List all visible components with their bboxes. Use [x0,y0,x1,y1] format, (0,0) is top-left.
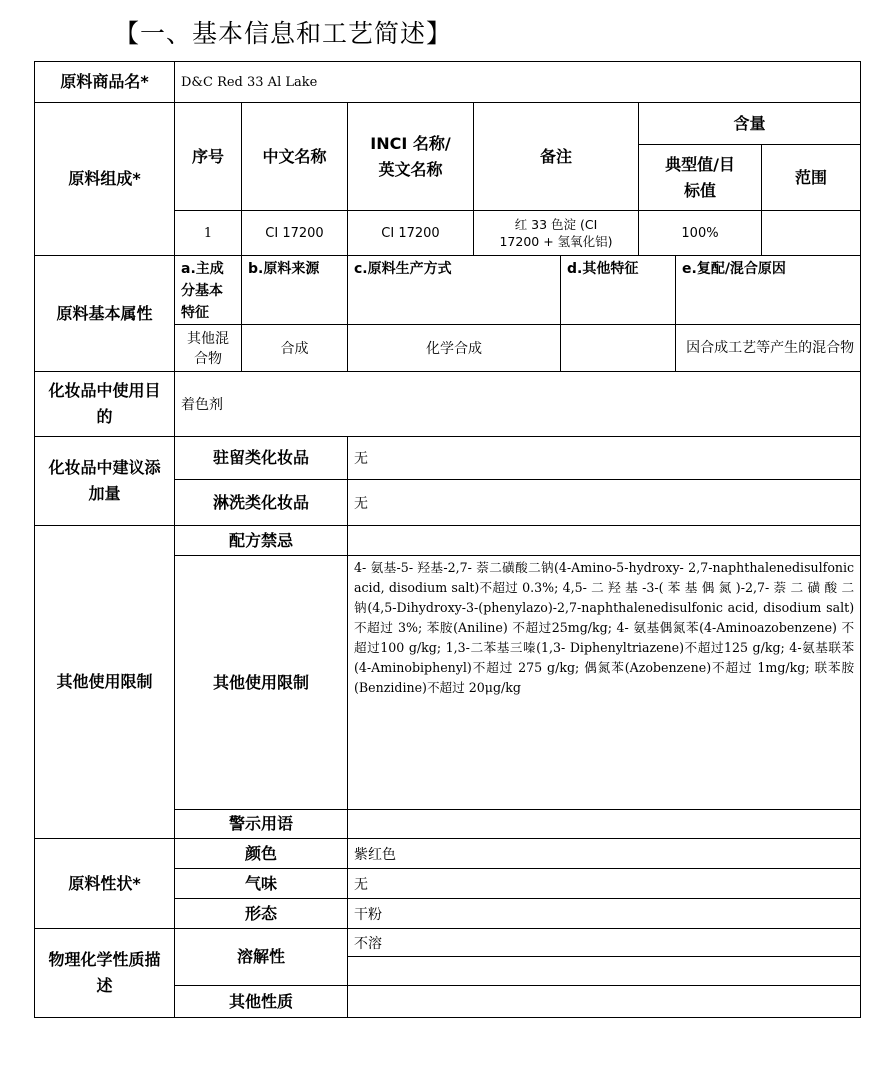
warning-value [348,810,861,839]
other-restrictions-value: 4- 氨基-5- 羟基-2,7- 萘二磺酸二钠(4-Amino-5-hydroxy- 2,7-naphthalenedisulfonic acid, disodium salt)不超过 0.3%; 4,5- 二 羟 基 -3-( 苯 基 偶 氮 )-2,7- 萘 二 磺 酸 二 钠(4,5-Dihydroxy-3-(phenylazo)-2,7-naphthalenedisulfonic acid, disodium salt) 不超过 3%; 苯胺(Aniline) 不超过25mg/kg; 4- 氨基偶氮苯(4-Aminoazobenzene) 不超过100 g/kg; 1,3-二苯基三嗪(1,3- Diphenyltriazene)不超过125 g/kg; 4-氨基联苯(4-Aminobiphenyl)不超过 275 g/kg; 偶氮苯(Azobenzene)不超过 1mg/kg; 联苯胺(Benzidine)不超过 20μg/kg [348,556,861,810]
trade-name-label: 原料商品名* [35,62,175,103]
properties-label: 原料性状* [35,839,175,929]
col-content-header: 含量 [639,103,861,145]
leave-on-value: 无 [348,437,861,480]
odor-label: 气味 [175,869,348,899]
attr-a-header: a.主成分基本特征 [175,256,242,325]
solubility-value: 不溶 [348,929,861,957]
formula-taboo-row [35,526,861,556]
comp-cn-name: CI 17200 [242,211,348,256]
leave-on-row [35,437,861,480]
addition-label: 化妆品中建议添加量 [35,437,175,526]
comp-typical: 100% [639,211,762,256]
trade-name-value: D&C Red 33 Al Lake [175,62,861,103]
attr-d-header: d.其他特征 [561,256,676,325]
col-typical-header: 典型值/目 标值 [639,145,762,211]
other-properties-label: 其他性质 [175,986,348,1018]
formula-taboo-value [348,526,861,556]
col-no-header: 序号 [175,103,242,211]
composition-label: 原料组成* [35,103,175,256]
attr-b-header: b.原料来源 [242,256,348,325]
attributes-label: 原料基本属性 [35,256,175,372]
odor-value: 无 [348,869,861,899]
restrictions-label: 其他使用限制 [35,526,175,839]
form-label: 形态 [175,899,348,929]
purpose-label: 化妆品中使用目的 [35,372,175,437]
purpose-row [35,372,861,437]
color-value: 紫红色 [348,839,861,869]
attr-c-value: 化学合成 [348,325,561,372]
section-title: 【一、基本信息和工艺简述】 [114,19,453,48]
other-properties-value [348,986,861,1018]
solubility-label: 溶解性 [175,929,348,986]
color-row [35,839,861,869]
col-range-header: 范围 [762,145,861,211]
col-inci-header: INCI 名称/ 英文名称 [348,103,474,211]
attr-a-value: 其他混合物 [175,325,242,372]
col-cn-name-header: 中文名称 [242,103,348,211]
form-value: 干粉 [348,899,861,929]
comp-range [762,211,861,256]
other-restrictions-label: 其他使用限制 [175,556,348,810]
formula-taboo-label: 配方禁忌 [175,526,348,556]
attr-e-value: 因合成工艺等产生的混合物 [676,325,861,372]
attr-b-value: 合成 [242,325,348,372]
comp-no: 1 [175,211,242,256]
warning-label: 警示用语 [175,810,348,839]
comp-remark: 红 33 色淀 (CI 17200 + 氢氧化铝) [474,211,639,256]
color-label: 颜色 [175,839,348,869]
solubility-value-2 [348,957,861,986]
comp-inci: CI 17200 [348,211,474,256]
attr-c-header: c.原料生产方式 [348,256,561,325]
composition-header-row-1 [35,103,861,145]
purpose-value: 着色剂 [175,372,861,437]
raw-material-info-table [34,61,861,1018]
rinse-off-label: 淋洗类化妆品 [175,480,348,526]
attributes-header-row [35,256,861,325]
attr-d-value [561,325,676,372]
physchem-label: 物理化学性质描述 [35,929,175,1018]
trade-name-row [35,62,861,103]
leave-on-label: 驻留类化妆品 [175,437,348,480]
solubility-row-1 [35,929,861,957]
col-remark-header: 备注 [474,103,639,211]
attr-e-header: e.复配/混合原因 [676,256,861,325]
rinse-off-value: 无 [348,480,861,526]
